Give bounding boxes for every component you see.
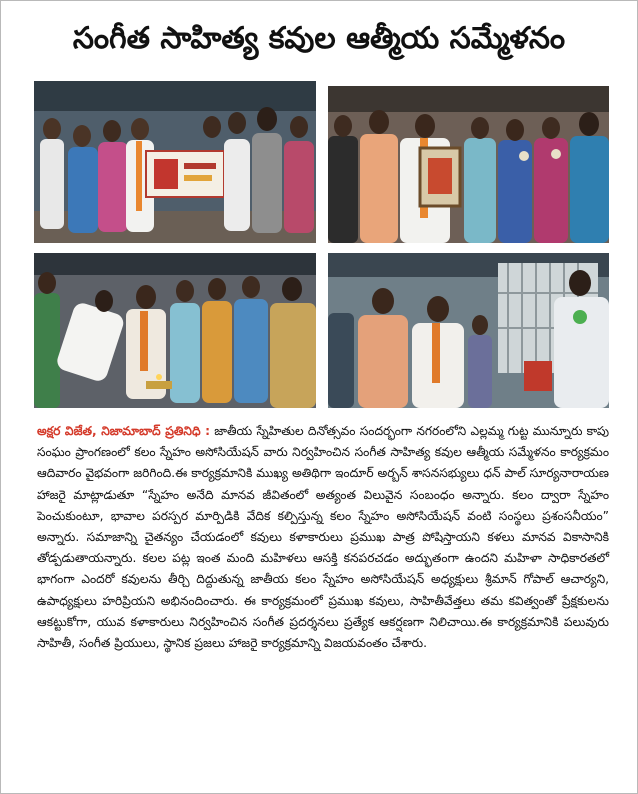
article-text: జాతీయ స్నేహితుల దినోత్సవం సందర్భంగా నగరంలోని ఎల్లమ్మ గుట్ట మున్నూరు కాపు సంఘం ప్రాంగణంలో కలం స్నేహం అసోసియేషన్ వారు నిర్వహించిన సంగీత సాహిత్య కవుల ఆత్మీయ సమ్మేళనం కార్యక్రమం ఆదివారం వైభవంగా జరిగింది.ఈ కార్యక్రమానికి ముఖ్య అతిథిగా ఇందూర్ అర్బన్ శాసనసభ్యులు ధన్ పాల్ సూర్యనారాయణ హాజరై మాట్లాడుతూ “స్నేహం అనేది మానవ జీవితంలో అత్యంత విలువైన సంబంధం అన్నారు. కలం ద్వారా స్నేహం పెంచుకుంటూ, భావాల పరస్పర మార్పిడికి వేదిక కల్పిస్తున్న కలం స్నేహం అసోసియేషన్ వంటి సంస్థలు ప్రశంసనీయం” అన్నారు. సమాజాన్ని చైతన్యం చేయడంలో కవులు కళాకారులు ప్రముఖ పాత్ర పోషిస్తాయని కళలు మానవ వికాసానికి తోడ్పడుతాయన్నారు. కలల పట్ల ఇంత మంది మహిళలు ఆసక్తి కనపరచడం అద్భుతంగా ఉందని మహిళా సాధికారతలో భాగంగా ఎందరో కవులను తీర్చి దిద్దుతున్న జాతీయ కలం స్నేహం అసోసియేషన్ అధ్యక్షులు శ్రీమాన్ గోపాల్ ఆచార్యని, ఉపాధ్యక్షులు హరిప్రియని అభినందించారు. ఈ కార్యక్రమంలో ప్రముఖ కవులు, సాహితీవేత్తలు తమ కవిత్వంతో ప్రేక్షకులను ఆకట్టుకోగా, యువ కళాకారులు నిర్వహించిన సంగీత ప్రదర్శనలు ప్రత్యేక ఆకర్షణగా నిలిచాయి.ఈ కార్యక్రమానికి పలువురు సాహితీ, సంగీత ప్రియులు, స్థానిక ప్రజలు హాజరై కార్యక్రమాన్ని విజయవంతం చేశారు.: [37, 424, 609, 651]
photo-1: [34, 81, 316, 243]
photo-4: [328, 253, 609, 408]
photo-2: [328, 86, 609, 243]
article-body: [37, 421, 609, 654]
article-dateline: అక్షర విజేత, నిజామాబాద్ ప్రతినిధి :: [37, 424, 211, 438]
photo-3: [34, 253, 316, 408]
headline: సంగీత సాహిత్య కవుల ఆత్మీయ సమ్మేళనం: [72, 21, 566, 56]
